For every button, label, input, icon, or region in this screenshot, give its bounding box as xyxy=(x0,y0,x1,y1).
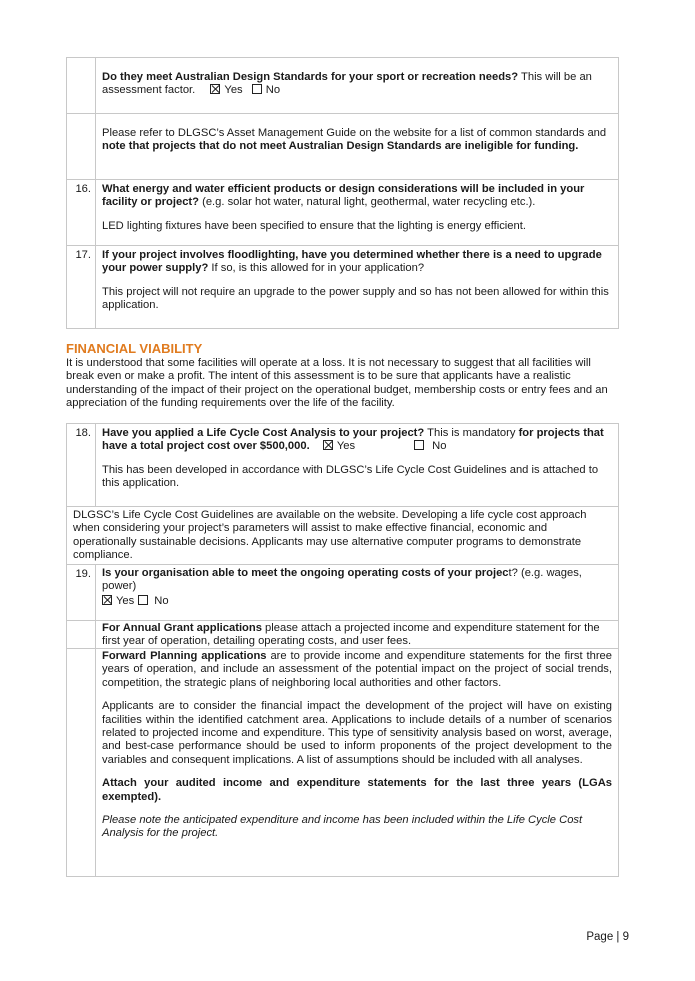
row-number xyxy=(67,621,96,648)
question-text: Is your organisation able to meet the ongoing operating costs of your projec xyxy=(102,567,509,579)
forward-bold: Forward Planning applications xyxy=(102,650,267,662)
row-number: 16. xyxy=(67,180,96,245)
table-row xyxy=(67,113,618,179)
lcc-note: DLGSC’s Life Cycle Cost Guidelines are available on the website. Developing a life cycle cost approach when considering your project’s parameters will assist to make effective financial, economic and operationally sustainable decisions. Applicants may use alternative computer programs to demonstrate compliance. xyxy=(73,509,587,562)
no-checkbox[interactable] xyxy=(138,595,148,605)
page-number: Page | 9 xyxy=(586,931,629,943)
question-suffix: t? (e.g. wages, power) xyxy=(102,567,582,593)
yes-label: Yes xyxy=(336,440,356,453)
table-row xyxy=(67,179,618,245)
forward-para4: Please note the anticipated expenditure and income has been included within the Life Cycle Cost Analysis for the project. xyxy=(102,814,583,840)
table-row xyxy=(67,424,618,506)
standards-table xyxy=(66,57,619,329)
answer-text: This project will not require an upgrade to the power supply and so has not been allowed for within this application. xyxy=(102,285,609,312)
standards-note: Please refer to DLGSC’s Asset Management Guide on the website for a list of common standards and xyxy=(102,127,607,139)
financial-table xyxy=(66,423,619,877)
row-number: 17. xyxy=(67,246,96,329)
yes-checkbox[interactable] xyxy=(102,595,112,605)
forward-text: are to provide income and expenditure statements for the first three years of operation, and include an assessment of the potential impact on the project of social trends, competition, the strategic plans of neighboring local authorities and other factors. xyxy=(102,650,613,689)
row-number xyxy=(67,649,96,877)
forward-para2: Applicants are to consider the financial impact the development of the project will have on existing facilities within the identified catchment area. Applications to include details of a number of scenarios related to projected income and expenditure. This type of sensitivity analysis based on worst, average, and best-case performance should be used to inform proponents of the project development to the variables and consequent implications. A list of assumptions should be included with all analyses. xyxy=(102,700,612,766)
section-intro: It is understood that some facilities will operate at a loss. It is not necessary to suggest that all facilities will break even or make a profit. The intent of this assessment is to be sure that applicants have a realistic understanding of the impact of their project on the operational budget, membership costs or entry fees and an appreciation of the funding requirements over the life of the facility. xyxy=(66,357,608,410)
no-label: No xyxy=(432,440,447,453)
no-label: No xyxy=(265,84,281,97)
forward-para3: Attach your audited income and expenditure statements for the last three years (LGAs exempted). xyxy=(102,777,612,803)
yes-checkbox[interactable] xyxy=(210,84,220,94)
yes-checkbox[interactable] xyxy=(323,440,333,450)
question-text: What energy and water efficient products or design considerations will be included in your facility or project? xyxy=(102,183,585,209)
table-row xyxy=(67,58,618,113)
row-number xyxy=(67,58,96,113)
question-text: Do they meet Australian Design Standards for your sport or recreation needs? xyxy=(102,71,519,83)
question-text: If your project involves floodlighting, have you determined whether there is a need to upgrade your power supply? xyxy=(102,249,602,275)
no-checkbox[interactable] xyxy=(414,440,424,450)
answer-text: LED lighting fixtures have been specified to ensure that the lighting is energy efficient. xyxy=(102,219,526,232)
row-number: 18. xyxy=(67,424,96,506)
answer-text: This has been developed in accordance with DLGSC’s Life Cycle Cost Guidelines and is attached to this application. xyxy=(102,463,599,490)
ineligible-note: note that projects that do not meet Australian Design Standards are ineligible for funding. xyxy=(102,140,579,153)
table-row xyxy=(67,564,618,620)
question-suffix: If so, is this allowed for in your application? xyxy=(208,262,425,275)
table-row xyxy=(67,245,618,329)
question-mid: This is mandatory xyxy=(424,427,519,439)
yes-label: Yes xyxy=(224,84,243,97)
no-checkbox[interactable] xyxy=(252,84,262,94)
question-text: Have you applied a Life Cycle Cost Analysis to your project? xyxy=(102,427,425,439)
table-row xyxy=(67,648,618,877)
section-title: FINANCIAL VIABILITY xyxy=(66,341,203,356)
question-suffix: This will be an assessment factor. xyxy=(102,71,592,97)
no-label: No xyxy=(154,594,169,607)
question-bold-tail: for projects that have a total project cost over $500,000. xyxy=(102,427,604,453)
table-row xyxy=(67,506,618,564)
yes-label: Yes xyxy=(116,594,135,607)
annual-text: please attach a projected income and expenditure statement for the first year of operation, detailing operating costs, and user fees. xyxy=(102,622,600,648)
table-row xyxy=(67,620,618,648)
question-suffix: (e.g. solar hot water, natural light, geothermal, water recycling etc.). xyxy=(198,196,536,209)
row-number: 19. xyxy=(67,565,96,620)
annual-bold: For Annual Grant applications xyxy=(102,622,262,634)
row-number xyxy=(67,114,96,179)
